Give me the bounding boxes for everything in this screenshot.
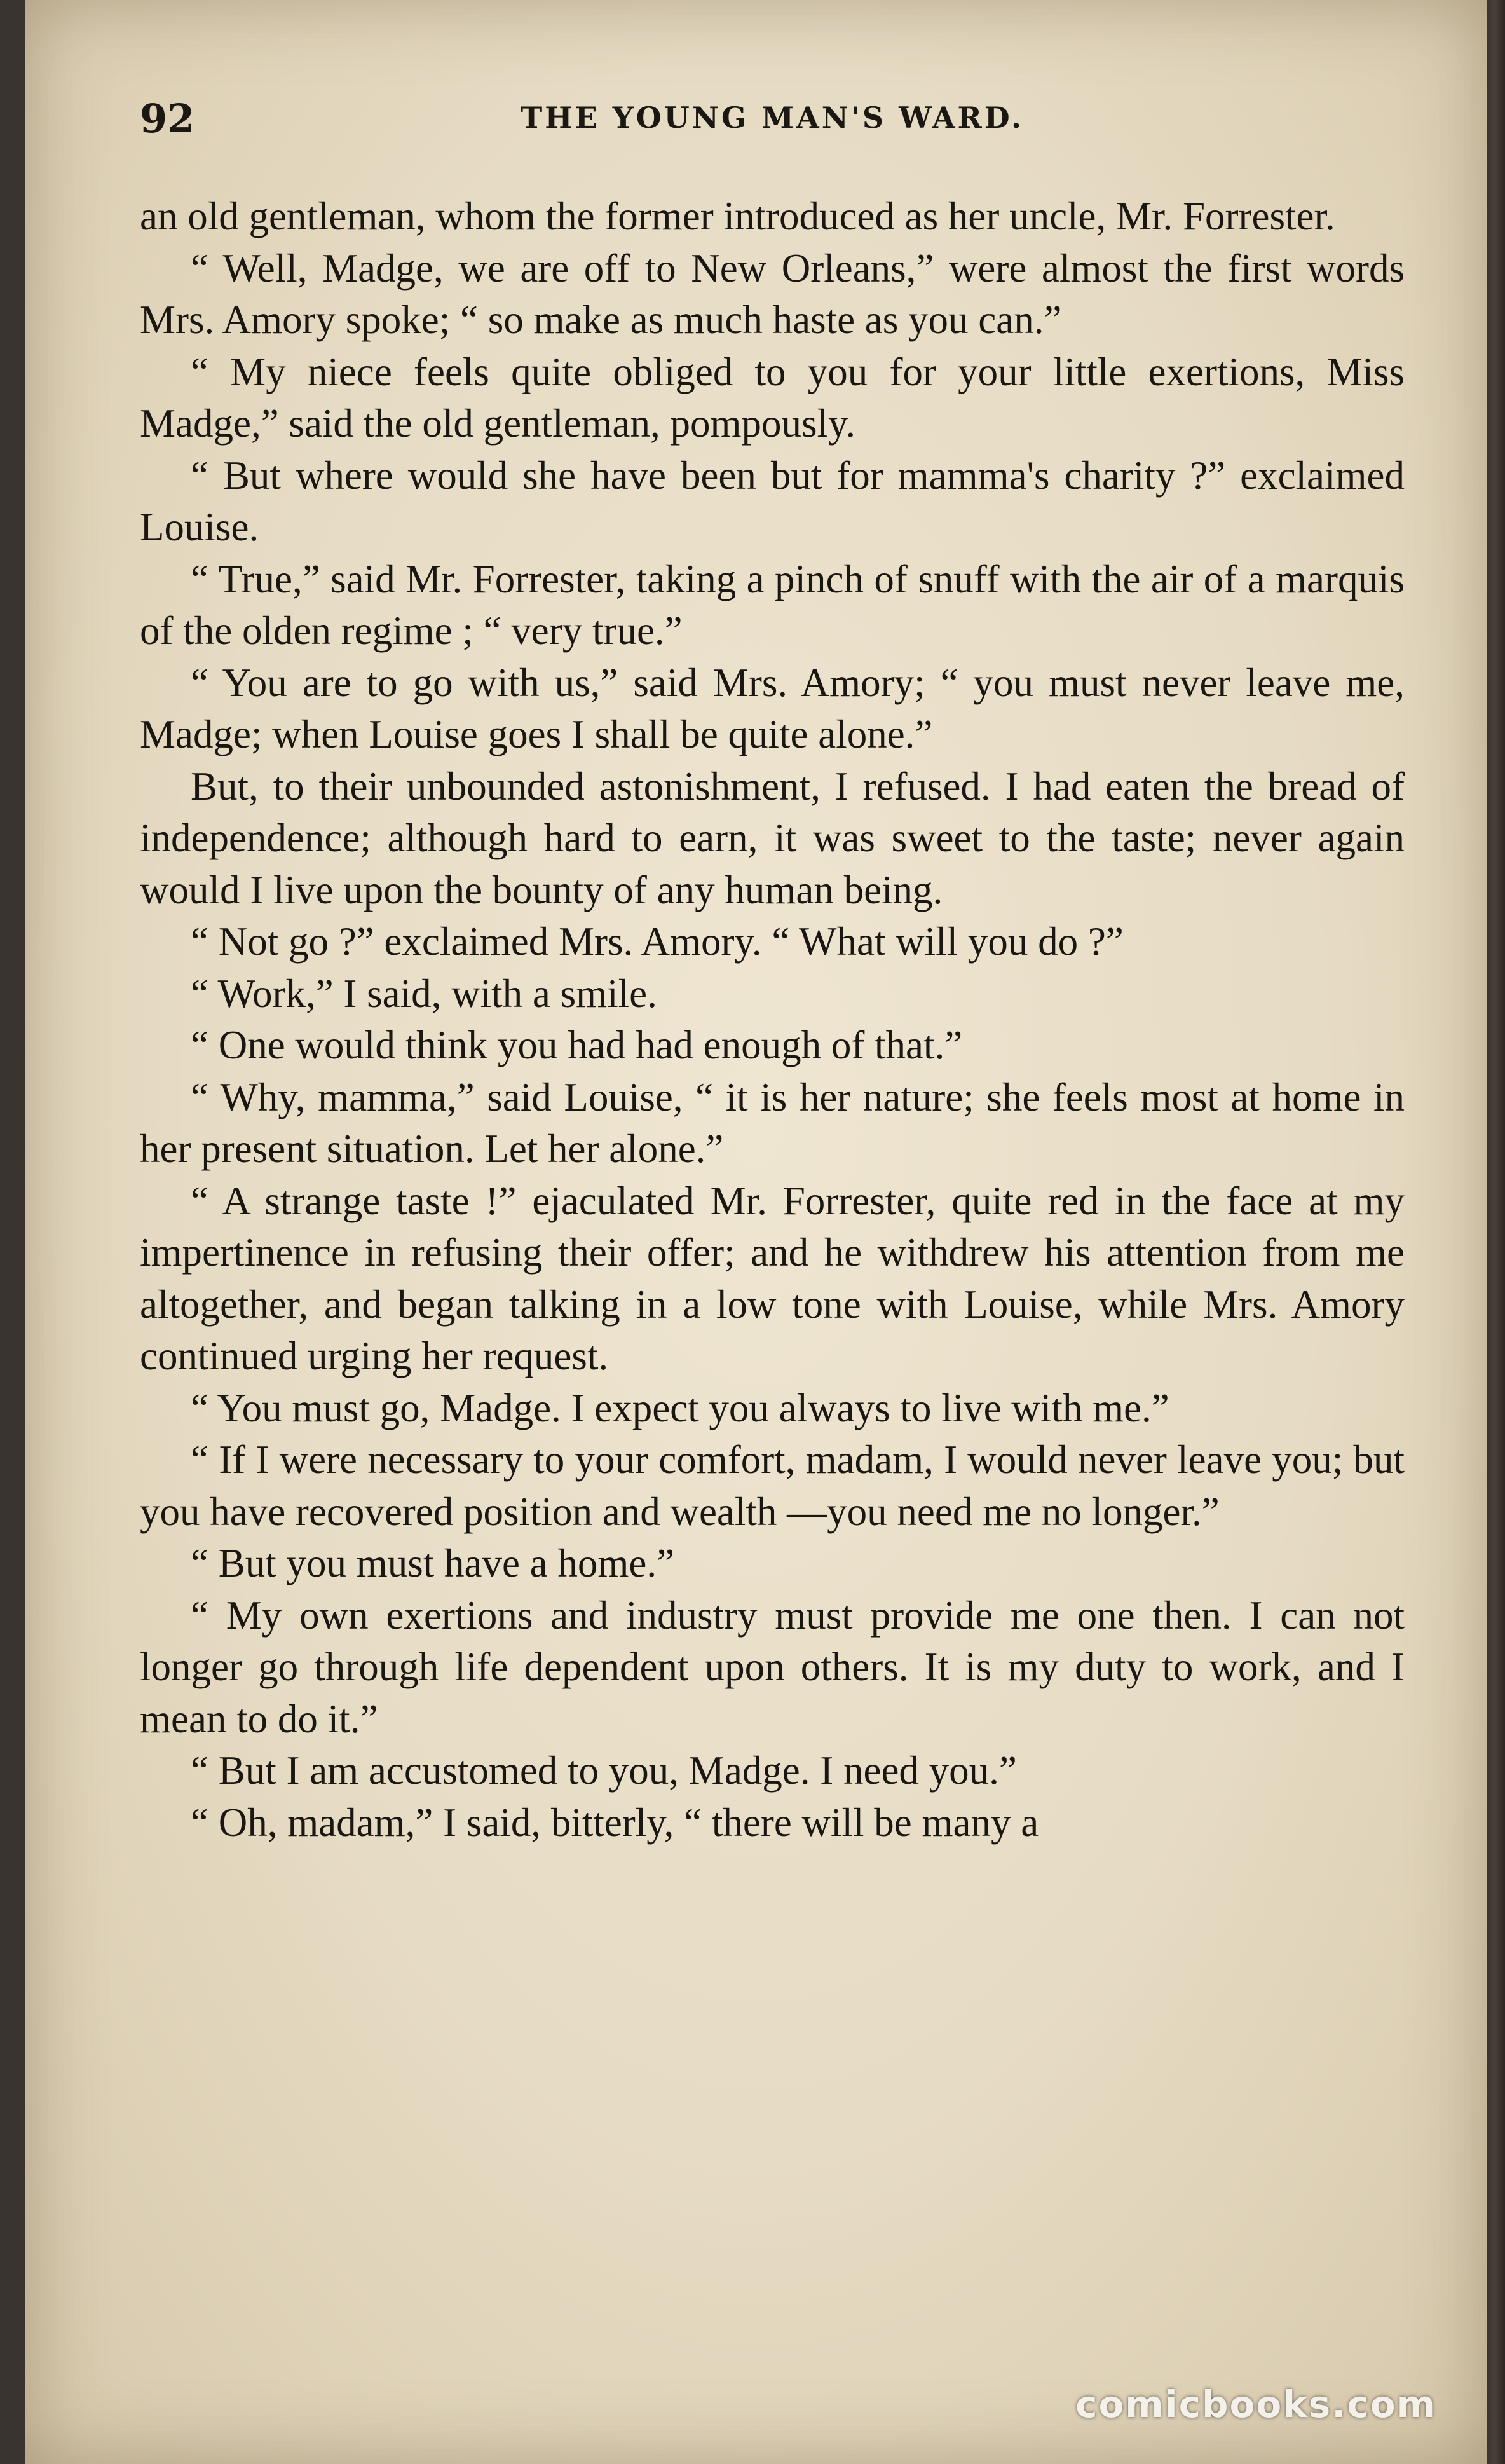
book-page	[25, 0, 1487, 2464]
paragraph: “ Well, Madge, we are off to New Orleans,” were almost the first words Mrs. Amory spoke; “ so make as much haste as you can.”	[140, 245, 1405, 342]
page-number: 92	[140, 95, 195, 142]
paragraph: “ But you must have a home.”	[191, 1541, 675, 1585]
running-head: THE YOUNG MAN'S WARD.	[520, 100, 1024, 135]
paragraph: But, to their unbounded astonishment, I refused. I had eaten the bread of independence; although hard to earn, it was sweet to the taste; never again would I live upon the bounty of any human being.	[140, 763, 1405, 912]
paragraph: “ Oh, madam,” I said, bitterly, “ there will be many a	[191, 1800, 1039, 1845]
paragraph: “ If I were necessary to your comfort, madam, I would never leave you; but you have recovered position and wealth —you need me no longer.”	[140, 1437, 1405, 1534]
paragraph: “ You are to go with us,” said Mrs. Amory; “ you must never leave me, Madge; when Louise goes I shall be quite alone.”	[140, 660, 1405, 756]
page-edge-shadow	[1487, 0, 1505, 2464]
paragraph: “ Why, mamma,” said Louise, “ it is her nature; she feels most at home in her present situation. Let her alone.”	[140, 1074, 1405, 1171]
watermark: comicbooks.com	[1075, 2383, 1436, 2426]
page-header	[140, 95, 1405, 153]
paragraph: “ But where would she have been but for mamma's charity ?” exclaimed Louise.	[140, 453, 1405, 549]
paragraph: “ Work,” I said, with a smile.	[191, 971, 657, 1016]
paragraph: “ Not go ?” exclaimed Mrs. Amory. “ What will you do ?”	[191, 919, 1124, 964]
paragraph: “ You must go, Madge. I expect you always to live with me.”	[191, 1385, 1169, 1430]
paragraph: “ But I am accustomed to you, Madge. I need you.”	[191, 1748, 1017, 1793]
paragraph: “ My niece feels quite obliged to you for your little exertions, Miss Madge,” said the old gentleman, pompously.	[140, 349, 1405, 446]
paragraph: “ True,” said Mr. Forrester, taking a pinch of snuff with the air of a marquis of the olden regime ; “ very true.”	[140, 556, 1405, 653]
paragraph: “ My own exertions and industry must provide me one then. I can not longer go through life dependent upon others. It is my duty to work, and I mean to do it.”	[140, 1592, 1405, 1741]
paragraph: “ One would think you had had enough of that.”	[191, 1023, 963, 1067]
body-text	[140, 191, 1405, 1849]
paragraph: “ A strange taste !” ejaculated Mr. Forrester, quite red in the face at my impertinence in refusing their offer; and he withdrew his attention from me altogether, and began talking in a low tone with Louise, while Mrs. Amory continued urging her request.	[140, 1178, 1405, 1378]
paragraph: an old gentleman, whom the former introduced as her uncle, Mr. Forrester.	[140, 194, 1335, 238]
